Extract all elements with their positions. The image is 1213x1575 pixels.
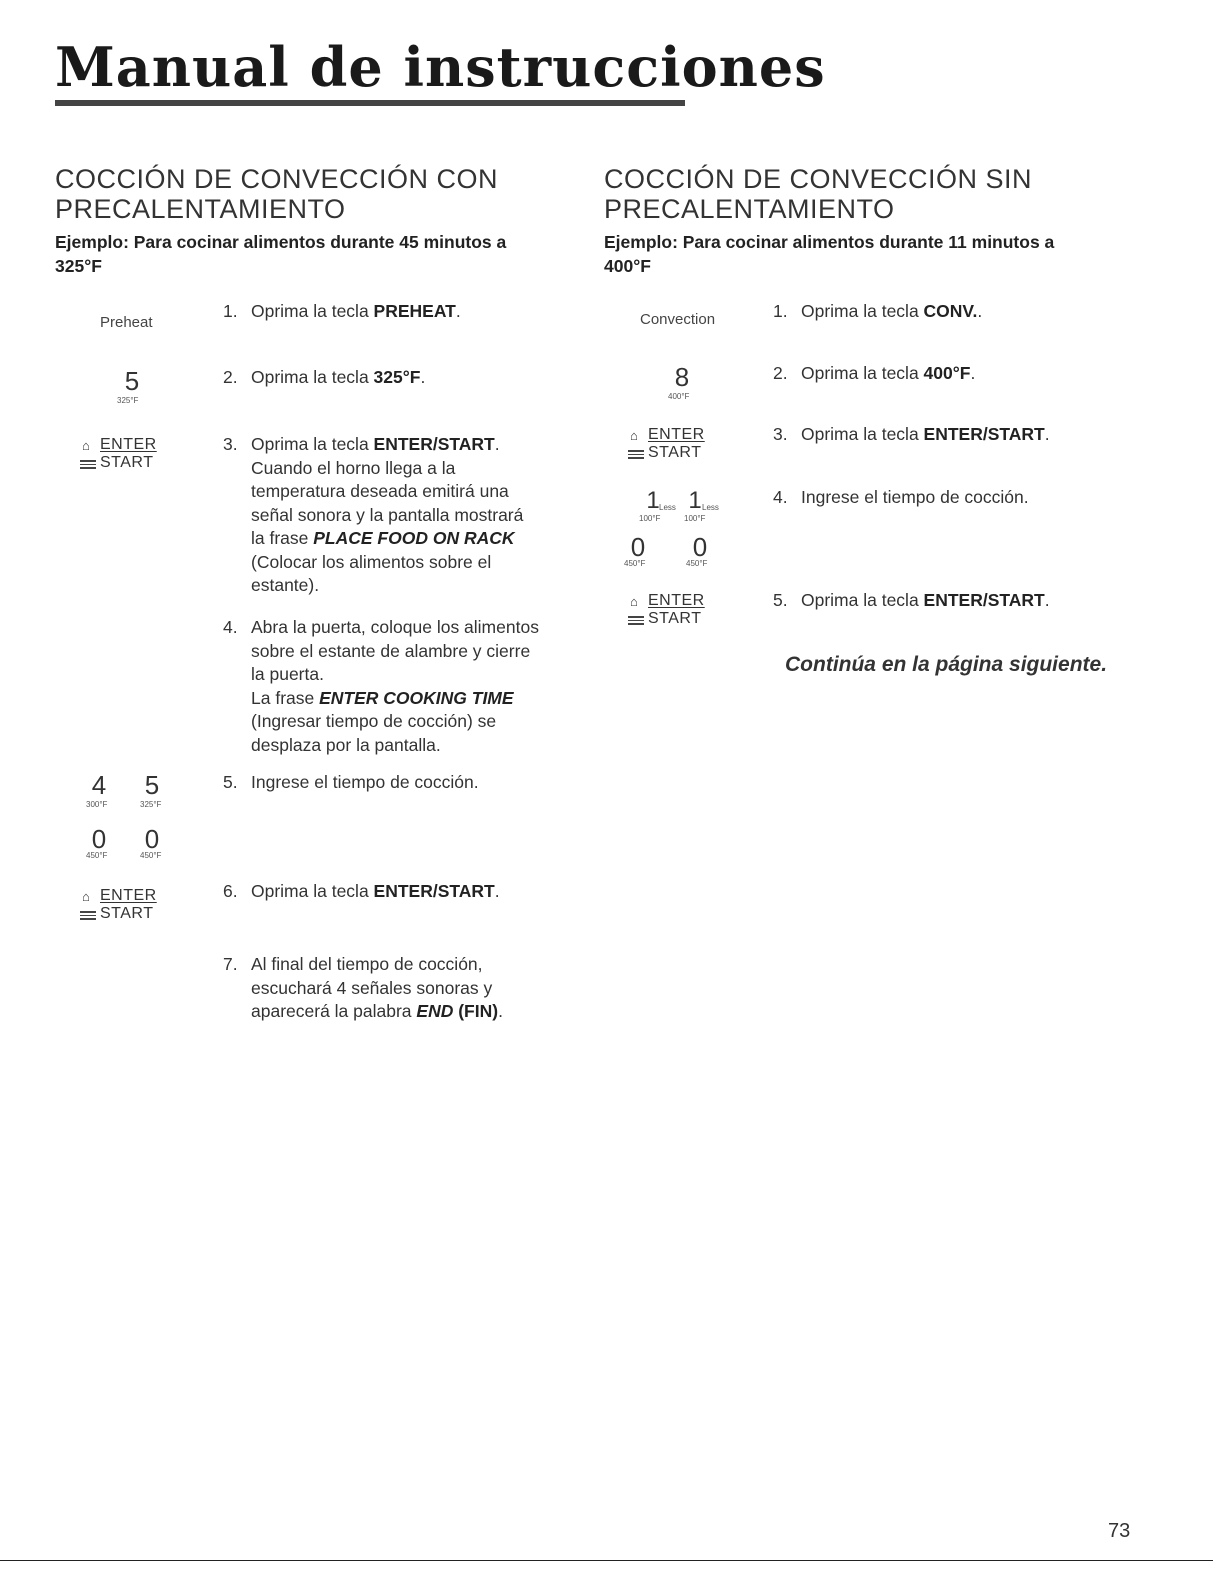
right-example	[604, 230, 1054, 278]
left-example	[55, 230, 506, 278]
right-example-line2: 400°F	[604, 256, 651, 276]
key-325-digit: 5	[124, 366, 140, 396]
key-400-sub: 400°F	[668, 392, 690, 401]
right-example-line1: Ejemplo: Para cocinar alimentos durante 11 minutos a	[604, 232, 1055, 252]
step-number: 4.	[223, 617, 238, 637]
step-line: Abra la puerta, coloque los alimentos	[251, 617, 539, 637]
step-text: Oprima la tecla	[251, 301, 374, 321]
enter-icon: ⌂	[630, 594, 638, 609]
start-icon	[628, 616, 644, 627]
enter-icon: ⌂	[82, 889, 90, 904]
left-step-1	[223, 300, 461, 324]
left-step-5	[223, 771, 479, 795]
step-text: Oprima la tecla	[801, 590, 924, 610]
start-icon	[80, 911, 96, 922]
key-0a-sub: 450°F	[86, 851, 108, 860]
key-325-sub: 325°F	[117, 396, 139, 405]
step-key-name: PREHEAT	[373, 301, 456, 321]
key-0b-digit: 0	[144, 824, 160, 854]
left-step-2	[223, 366, 426, 390]
step-line: (Colocar los alimentos sobre el	[251, 551, 492, 572]
start-label: START	[648, 444, 702, 461]
convection-key: Convection	[640, 311, 716, 328]
enter-label: ENTER	[648, 592, 705, 609]
right-heading	[604, 164, 1032, 224]
display-message: ENTER COOKING TIME	[319, 687, 514, 708]
left-heading	[55, 164, 498, 224]
step-line: temperatura deseada emitirá una	[251, 481, 509, 501]
step-line: escuchará 4 señales sonoras y	[251, 977, 493, 998]
display-message: PLACE FOOD ON RACK	[313, 528, 515, 548]
step-text: Oprima la tecla	[251, 367, 374, 387]
right-heading-line1: COCCIÓN DE CONVECCIÓN SIN	[604, 164, 1033, 194]
display-message: END	[416, 1001, 454, 1021]
key-400-digit: 8	[674, 362, 690, 392]
enter-start-key	[80, 436, 170, 478]
title-underline	[55, 100, 685, 106]
step-number: 3.	[223, 434, 238, 454]
step-line: Al final del tiempo de cocción,	[251, 954, 483, 974]
left-step-4	[223, 616, 581, 757]
step-text: .	[1044, 590, 1050, 610]
preheat-key: Preheat	[100, 314, 153, 331]
key-0b-sub: 450°F	[686, 559, 708, 568]
key-4-digit: 4	[91, 770, 107, 800]
left-step-7	[223, 953, 571, 1024]
enter-label: ENTER	[100, 436, 157, 453]
step-number: 5.	[773, 590, 788, 610]
step-text: .	[977, 301, 983, 321]
key-4-sub: 300°F	[86, 800, 108, 809]
step-number: 1.	[223, 301, 238, 321]
step-line: desplaza por la pantalla.	[251, 734, 441, 755]
key-0a-digit: 0	[630, 532, 646, 562]
enter-icon: ⌂	[630, 428, 638, 443]
page-number: 73	[1108, 1520, 1131, 1542]
step-line: la puerta.	[251, 664, 324, 684]
step-number: 1.	[773, 301, 788, 321]
step-text: Oprima la tecla	[801, 363, 924, 383]
key-1a-digit: 1	[646, 487, 660, 514]
start-label: START	[100, 454, 154, 471]
bottom-rule	[0, 1560, 1213, 1561]
enter-start-key	[628, 426, 718, 468]
key-1b-digit: 1	[688, 487, 702, 514]
step-key-name: (FIN)	[458, 1001, 499, 1021]
right-step-2	[773, 362, 976, 386]
right-step-5	[773, 589, 1050, 613]
right-step-1	[773, 300, 983, 324]
right-step-4	[773, 486, 1029, 510]
step-line: sobre el estante de alambre y cierre	[251, 640, 531, 661]
step-text: Oprima la tecla	[801, 424, 924, 444]
step-number: 4.	[773, 487, 788, 507]
step-text: .	[494, 434, 500, 454]
step-line: (Ingresar tiempo de cocción) se	[251, 711, 497, 731]
step-text: .	[1044, 424, 1050, 444]
step-number: 7.	[223, 954, 238, 974]
key-1a-less: Less	[659, 503, 676, 512]
step-line: señal sonora y la pantalla mostrará	[251, 504, 524, 525]
key-0a-digit: 0	[91, 824, 107, 854]
enter-icon: ⌂	[82, 438, 90, 453]
step-line: Cuando el horno llega a la	[251, 457, 456, 478]
step-key-name: 400°F	[923, 363, 971, 383]
step-number: 2.	[773, 363, 788, 383]
key-5-sub: 325°F	[140, 800, 162, 809]
step-key-name: CONV.	[923, 301, 978, 321]
left-heading-line2: PRECALENTAMIENTO	[55, 194, 346, 224]
step-key-name: ENTER/START	[923, 590, 1045, 610]
left-step-6	[223, 880, 500, 904]
start-label: START	[100, 905, 154, 922]
key-1a-sub: 100°F	[639, 514, 661, 523]
start-icon	[628, 450, 644, 461]
step-text: Ingrese el tiempo de cocción.	[801, 487, 1029, 507]
step-text: la frase	[251, 528, 314, 548]
step-text: .	[420, 367, 426, 387]
step-line: estante).	[251, 575, 320, 595]
step-key-name: ENTER/START	[923, 424, 1045, 444]
right-step-3	[773, 423, 1050, 447]
left-example-line1: Ejemplo: Para cocinar alimentos durante 45 minutos a	[55, 232, 507, 252]
right-heading-line2: PRECALENTAMIENTO	[604, 194, 895, 224]
enter-label: ENTER	[100, 887, 157, 904]
key-1b-sub: 100°F	[684, 514, 706, 523]
key-0b-sub: 450°F	[140, 851, 162, 860]
step-text: .	[498, 1001, 503, 1021]
start-label: START	[648, 610, 702, 627]
step-key-name: ENTER/START	[373, 881, 495, 901]
step-key-name: ENTER/START	[373, 434, 495, 454]
step-number: 5.	[223, 772, 238, 792]
left-example-line2: 325°F	[55, 256, 102, 276]
step-number: 3.	[773, 424, 788, 444]
page-title: Manual de instrucciones	[55, 35, 826, 99]
step-text: .	[970, 363, 976, 383]
step-text: aparecerá la palabra	[251, 1001, 417, 1021]
step-number: 6.	[223, 881, 238, 901]
step-text: .	[494, 881, 500, 901]
step-text: Oprima la tecla	[801, 301, 924, 321]
step-text: La frase	[251, 687, 320, 708]
key-0b-digit: 0	[692, 532, 708, 562]
step-text: .	[455, 301, 461, 321]
start-icon	[80, 460, 96, 471]
key-0a-sub: 450°F	[624, 559, 646, 568]
left-step-3	[223, 433, 571, 598]
step-text: Oprima la tecla	[251, 881, 374, 901]
continued-note: Continúa en la página siguiente.	[785, 653, 1108, 676]
step-key-name: 325°F	[373, 367, 421, 387]
enter-label: ENTER	[648, 426, 705, 443]
step-number: 2.	[223, 367, 238, 387]
enter-start-key	[80, 887, 170, 929]
left-heading-line1: COCCIÓN DE CONVECCIÓN CON	[55, 164, 499, 194]
key-5-digit: 5	[144, 770, 160, 800]
step-text: Oprima la tecla	[251, 434, 374, 454]
key-1b-less: Less	[702, 503, 719, 512]
enter-start-key	[628, 592, 718, 634]
step-text: Ingrese el tiempo de cocción.	[251, 772, 479, 792]
